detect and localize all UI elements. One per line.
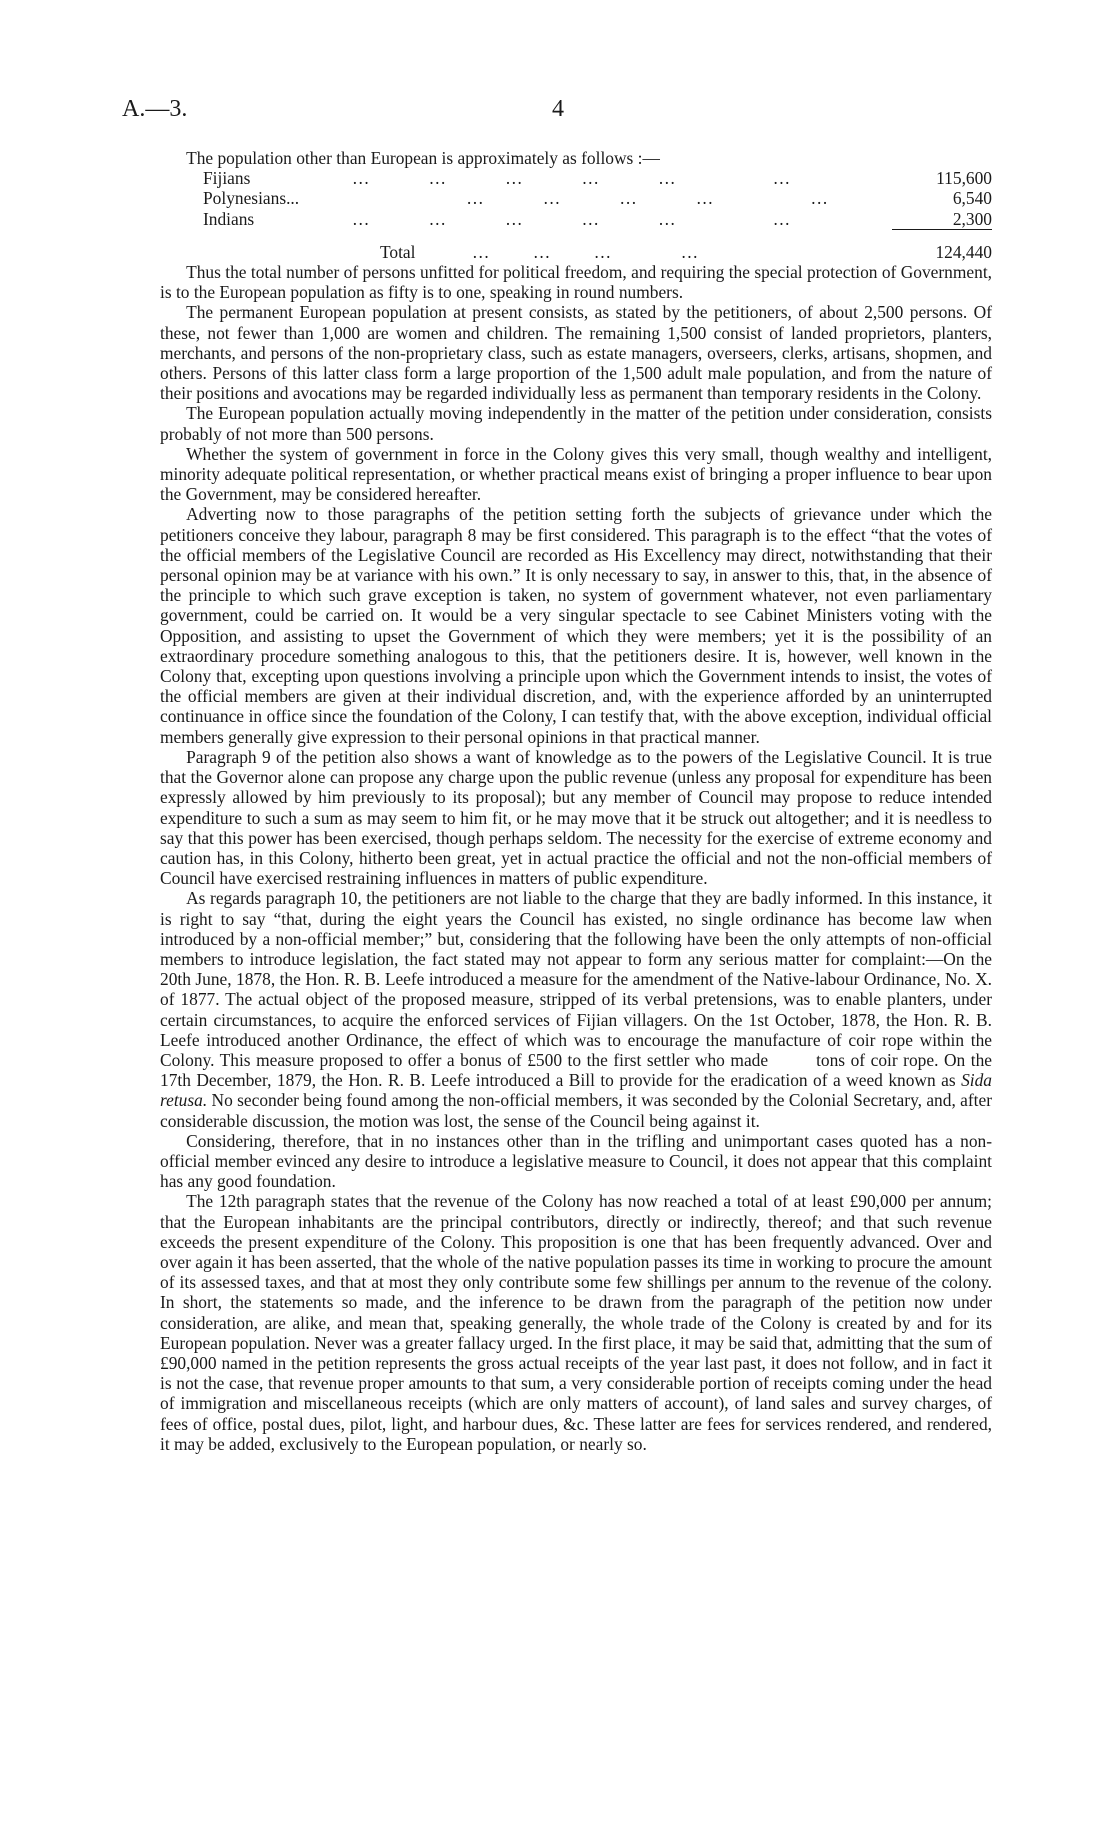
paragraph: [160, 888, 992, 1130]
paragraph-part: No seconder being found among the non-official members, it was seconded by the Colonial Secretary, and, after considerable discussion, the motion was lost, the sense of the Council being against it.: [160, 1090, 992, 1131]
table-row: [160, 188, 992, 208]
page-number: 4: [552, 96, 564, 122]
row-label: Polynesians...: [203, 188, 300, 209]
row-label: Fijians: [203, 168, 251, 189]
dot-leader: … … … … … …: [333, 168, 793, 189]
total-value: 124,440: [892, 229, 992, 262]
paragraph: Adverting now to those paragraphs of the petition setting forth the subjects of grievance under which the petitioners conceive they labour, paragraph 8 may be first considered. This paragraph is to the effect “that the votes of the official members of the Legislative Council are recorded as His Excellency may direct, notwithstanding that their personal opinion may be at variance with his own.” It is only necessary to say, in answer to this, that, in the absence of the principle to which such grave exception is taken, no system of government whatever, not even parliamentary government, could be carried on. It would be a very singular spectacle to see Cabinet Ministers voting with the Opposition, and assisting to upset the Government of which they were members; yet it is the possibility of an extraordinary procedure something analogous to this, that the petitioners desire. It is, however, well known in the Colony that, excepting upon questions involving a principle upon which the Government intends to insist, the votes of the official members are given at their individual discretion, and, with the experience afforded by an uninterrupted continuance in office since the foundation of the Colony, I can testify that, with the above exception, individual official members generally give expression to their personal opinions in that practical manner.: [160, 504, 992, 747]
row-value: 115,600: [936, 168, 992, 189]
total-row: [160, 229, 992, 262]
dot-leader: … … … … …: [333, 188, 830, 209]
body-text: [160, 148, 992, 1454]
population-table-intro: The population other than European is approximately as follows :—: [186, 148, 660, 168]
dot-leader: … … … … … …: [333, 208, 793, 229]
paragraph-part: As regards paragraph 10, the petitioners are not liable to the charge that they are badly informed. In this instance, it is right to say “that, during the eight years the Council has existed, no single ordinance has become law when introduced by a non-official member;” but, considering that the following have been the only attempts of non-official members to introduce legislation, the fact stated may not appear to form any serious matter for complaint:—On the 20th June, 1878, the Hon. R. B. Leefe introduced a measure for the amendment of the Native-labour Ordinance, No. X. of 1877. The actual object of the proposed measure, stripped of its verbal pretensions, was to enable planters, under certain circumstances, to acquire the enforced services of Fijian villagers. On the 1st October, 1878, the Hon. R. B. Leefe introduced another Ordinance, the effect of which was to encourage the manufacture of coir rope within the Colony. This measure proposed to offer a bonus of £500 to the first settler who made: [160, 888, 992, 1070]
population-table: [160, 168, 992, 262]
paragraph: Thus the total number of persons unfitted for political freedom, and requiring the special protection of Government, is to the European population as fifty is to one, speaking in round numbers.: [160, 262, 992, 303]
document-code: A.—3.: [122, 96, 188, 122]
table-row: [160, 168, 992, 188]
paragraph: The permanent European population at present consists, as stated by the petitioners, of about 2,500 persons. Of these, not fewer than 1,000 are women and children. The remaining 1,500 consist of landed proprietors, planters, merchants, and persons of the non-proprietary class, such as estate managers, overseers, clerks, artisans, shopmen, and others. Persons of this latter class form a large proportion of the 1,500 adult male population, and from the nature of their positions and avocations may be regarded individually less as permanent than temporary residents in the Colony.: [160, 302, 992, 404]
page-header: [122, 96, 982, 126]
row-label: Indians: [203, 208, 255, 229]
paragraph: Paragraph 9 of the petition also shows a want of knowledge as to the powers of the Legislative Council. It is true that the Governor alone can propose any charge upon the public revenue (unless any proposal for expenditure has been expressly allowed by him previously to its proposal); but any member of Council may propose to reduce intended expenditure to such a sum as may seem to him fit, or he may move that it be struck out altogether; and it is needless to say that this power has been exercised, though perhaps seldom. The necessity for the exercise of extreme economy and caution has, in this Colony, hitherto been great, yet in actual practice the official and not the non-official members of Council have exercised restraining influences in matters of public expenditure.: [160, 746, 992, 889]
total-label: Total: [380, 241, 416, 262]
row-value: 2,300: [952, 208, 992, 229]
paragraph-part: tons of coir rope. On the 17th December, 1879, the Hon. R. B. Leefe introduced a Bill to provide for the eradication of a weed known as: [160, 1049, 992, 1091]
row-value: 6,540: [952, 188, 992, 209]
paragraph: Considering, therefore, that in no instances other than in the trifling and unimportant cases quoted has a non-official member evinced any desire to introduce a legislative measure to Council, it does not appear that this complaint has any good foundation.: [160, 1130, 992, 1192]
dot-leader: … … … …: [419, 241, 699, 262]
table-row: [160, 209, 992, 230]
weed-name: Sida retusa.: [160, 1070, 992, 1111]
paragraph: Whether the system of government in force in the Colony gives this very small, though wealthy and intelligent, minority adequate political representation, or whether practical means exist of bringing a proper influence to bear upon the Government, may be considered hereafter.: [160, 443, 992, 505]
paragraph: The 12th paragraph states that the revenue of the Colony has now reached a total of at least £90,000 per annum; that the European inhabitants are the principal contributors, directly or indirectly, thereof; and that such revenue exceeds the present expenditure of the Colony. This proposition is one that has been frequently advanced. Over and over again it has been asserted, that the whole of the native population passes its time in working to procure the amount of its assessed taxes, and that at most they only contribute some few shillings per annum to the revenue of the colony. In short, the statements so made, and the inference to be drawn from the paragraph of the petition now under consideration, are alike, and mean that, speaking generally, the whole trade of the Colony is created by and for its European population. Never was a greater fallacy urged. In the first place, it may be said that, admitting that the sum of £90,000 named in the petition represents the gross actual receipts of the year last past, it does not follow, and in fact it is not the case, that revenue proper amounts to that sum, a very considerable portion of receipts coming under the head of immigration and miscellaneous receipts (which are only matters of account), of land sales and survey charges, of fees of office, postal dues, pilot, light, and harbour dues, &c. These latter are fees for services rendered, and rendered, it may be added, exclusively to the European population, or nearly so.: [160, 1191, 992, 1454]
total-label-cell: [160, 229, 892, 262]
paragraph: The European population actually moving independently in the matter of the petition under consideration, consists probably of not more than 500 persons.: [160, 403, 992, 444]
